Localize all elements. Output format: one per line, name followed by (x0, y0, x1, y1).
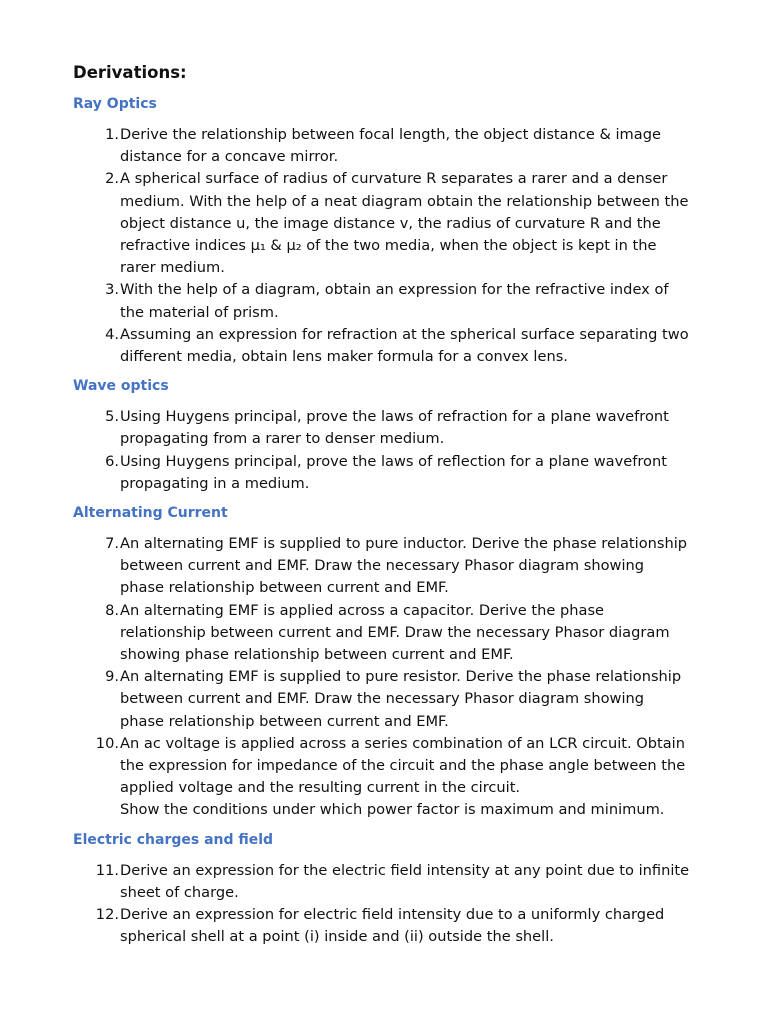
section-heading: Wave optics (73, 378, 169, 395)
question-text: An alternating EMF is applied across a capacitor. Derive the phase relationship between current and EMF. Draw the necessary Phasor diagram showing phase relationship between current and EMF. (120, 601, 670, 664)
question-number: 1. (105, 126, 119, 143)
question-item (73, 733, 692, 822)
question-number: 2. (105, 170, 119, 188)
question-text: An alternating EMF is supplied to pure inductor. Derive the phase relationship between current and EMF. Draw the necessary Phasor diagram showing phase relationship between current and EMF. (120, 535, 688, 597)
section-electric-charges-and-field (73, 830, 692, 949)
question-text: Using Huygens principal, prove the laws of refraction for a plane wavefront propagating from a rarer to denser medium. (120, 408, 669, 448)
question-number: 8. (105, 601, 119, 619)
question-list (73, 406, 692, 495)
question-item (73, 406, 692, 450)
question-number: 3. (105, 281, 119, 299)
question-text: A spherical surface of radius of curvature R separates a rarer and a denser medium. With the help of a neat diagram obtain the relationship between the object distance u, the image distance v, the radius of curvature R and the refractive indices μ₁ & μ₂ of the two media, when the object is kept in the rarer medium. (120, 170, 689, 277)
question-text: Derive an expression for the electric field intensity at any point due to infinite sheet of charge. (120, 861, 690, 901)
question-number: 11. (95, 861, 119, 879)
question-number: 7. (105, 535, 119, 553)
section-heading: Alternating Current (73, 505, 228, 522)
question-text: Derive an expression for electric field intensity due to a uniformly charged spherical shell at a point (i) inside and (ii) outside the shell. (120, 906, 665, 946)
question-list (73, 124, 692, 368)
question-number: 12. (95, 906, 119, 924)
question-text-main: An ac voltage is applied across a series combination of an LCR circuit. Obtain the expression for impedance of the circuit and the phase angle between the applied voltage and the resulting current in the circuit. (120, 734, 686, 797)
question-text: Using Huygens principal, prove the laws of reflection for a plane wavefront propagating in a medium. (120, 452, 667, 492)
section-ray-optics (73, 94, 692, 368)
question-item (73, 324, 692, 368)
question-text: With the help of a diagram, obtain an expression for the refractive index of the material of prism. (120, 281, 669, 321)
question-item (73, 533, 692, 600)
question-item (73, 451, 692, 495)
question-list (73, 860, 692, 949)
question-number: 10. (95, 734, 119, 752)
question-text: Derive the relationship between focal length, the object distance & image distance for a concave mirror. (120, 126, 661, 166)
section-heading: Electric charges and field (73, 831, 274, 848)
section-heading: Ray Optics (73, 96, 157, 112)
question-item (73, 666, 692, 733)
question-item (73, 168, 692, 279)
question-text: Assuming an expression for refraction at the spherical surface separating two different media, obtain lens maker formula for a convex lens. (120, 325, 689, 366)
question-text (119, 733, 692, 822)
question-number: 6. (105, 452, 119, 470)
section-alternating-current (73, 503, 692, 822)
question-item (73, 124, 692, 168)
question-list (73, 533, 692, 822)
section-wave-optics (73, 376, 692, 495)
question-number: 9. (105, 668, 119, 686)
question-item (73, 600, 692, 667)
question-number: 4. (105, 325, 119, 343)
question-item (73, 279, 692, 323)
page-title: Derivations: (73, 63, 187, 82)
question-number: 5. (105, 408, 119, 426)
question-item (73, 860, 692, 904)
question-item (73, 904, 692, 948)
question-text: An alternating EMF is supplied to pure resistor. Derive the phase relationship between current and EMF. Draw the necessary Phasor diagram showing phase relationship between current and EMF. (120, 668, 682, 730)
question-text-extra: Show the conditions under which power factor is maximum and minimum. (120, 801, 665, 819)
